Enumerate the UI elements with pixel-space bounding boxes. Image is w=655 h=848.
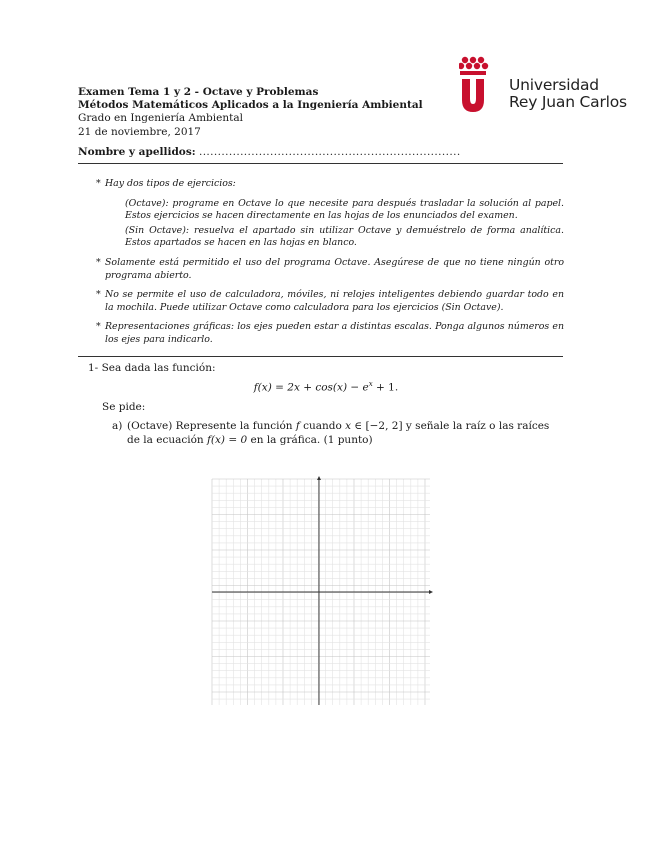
university-logo [459, 55, 629, 115]
question-intro: Sea dada las función: [101, 362, 216, 374]
course-title: Métodos Matemáticos Aplicados a la Ingeniería Ambiental [78, 99, 423, 112]
instructions [96, 178, 564, 354]
name-field[interactable] [78, 146, 461, 158]
name-dots: ...................................................................... [198, 146, 461, 158]
subnote-octave: (Octave): programe en Octave lo que necesite para después trasladar la solución al papel. Estos ejercicios se hacen directamente en las hojas de los enunciados del examen. [125, 197, 564, 222]
formula-tail: + 1. [372, 381, 399, 393]
x-axis-arrow-icon [429, 590, 433, 594]
urjc-emblem-icon [459, 55, 503, 113]
se-pide: Se pide: [102, 400, 146, 413]
question-number: 1- [88, 362, 99, 374]
part-a-text-4: en la gráfica. (1 punto) [247, 433, 373, 446]
note-marker: * [96, 178, 101, 189]
note-marker: * [96, 289, 101, 301]
note-text: Representaciones gráficas: los ejes pueden estar a distintas escalas. Ponga algunos números en los ejes para indicarlo. [105, 321, 564, 345]
part-a-x: x [345, 420, 352, 432]
note-item [96, 321, 564, 346]
part-a-label: a) [112, 420, 123, 432]
note-text: Hay dos tipos de ejercicios: [105, 178, 236, 189]
function-formula [88, 378, 564, 395]
part-a-text-1: (Octave) Represente la función [127, 420, 296, 432]
exam-header [78, 86, 423, 139]
answer-grid[interactable] [208, 475, 434, 707]
part-a [112, 420, 564, 447]
degree-name: Grado en Ingeniería Ambiental [78, 112, 243, 125]
question-1 [88, 362, 564, 447]
instructions-divider [78, 356, 563, 357]
note-text: No se permite el uso de calculadora, móviles, ni relojes inteligentes debiendo guardar todo en la mochila. Puede utilizar Octave como calculadora para los ejercicios (Sin Octave). [105, 289, 564, 313]
note-item [96, 257, 564, 282]
note-item [96, 289, 564, 314]
part-a-f: f [295, 420, 300, 432]
note-item [96, 178, 564, 250]
header-divider [78, 163, 563, 164]
part-a-fx: f(x) = 0 [207, 433, 248, 446]
name-label: Nombre y apellidos: [78, 146, 196, 158]
formula-exponent: x [368, 379, 373, 388]
part-a-text-3: ∈ [−2, 2] y señale la raíz o las raíces de la ecuación [127, 420, 550, 446]
note-text: Solamente está permitido el uso del programa Octave. Asegúrese de que no tiene ningún otro programa abierto. [105, 256, 564, 281]
y-axis-arrow-icon [317, 476, 321, 480]
subnote-sin-octave: (Sin Octave): resuelva el apartado sin utilizar Octave y demuéstrelo de forma analítica. Estos apartados se hacen en las hojas en blanco. [125, 224, 564, 249]
formula-lhs: f(x) = 2x + cos(x) − e [253, 381, 369, 393]
exam-title: Examen Tema 1 y 2 - Octave y Problemas [78, 86, 319, 98]
logo-line-2: Rey Juan Carlos [509, 93, 627, 111]
exam-date: 21 de noviembre, 2017 [78, 125, 201, 138]
logo-line-1: Universidad [509, 76, 599, 94]
note-marker: * [96, 256, 101, 268]
note-marker: * [96, 321, 101, 333]
part-a-text-2: cuando [299, 420, 346, 432]
